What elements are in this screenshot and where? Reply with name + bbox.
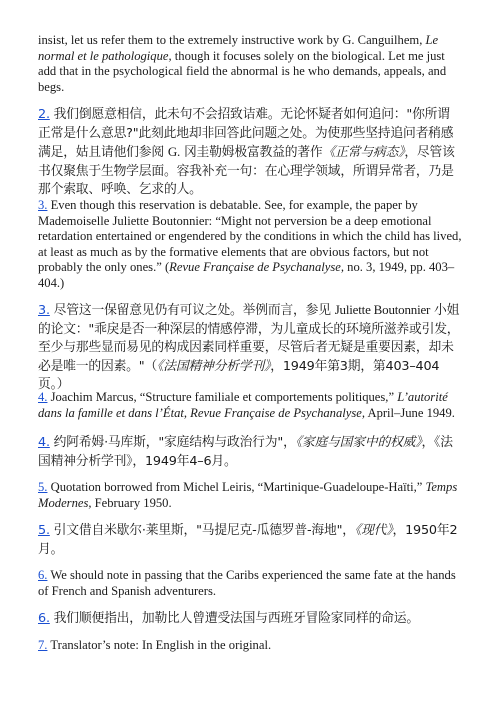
- text-run: Even though this reservation is debatable. See, for example, the paper by Mademoiselle Juliette Boutonnier: “Might not perversion be a deep emotional retardation entertained or engendered by the conditions in which the child has lived, at least as much as by the formative elements that are obvious factors, but not probably the only ones.” (: [38, 198, 462, 275]
- footnote-7-en: [38, 638, 271, 654]
- footnote-number-link[interactable]: 6.: [38, 568, 48, 582]
- footnote-6-zh: [38, 610, 419, 629]
- italic-title: 《法国精神分析学刊》: [157, 358, 271, 374]
- text-run: ，1949年第3期，第403–404页。）: [38, 358, 440, 392]
- footnote-2-zh: [38, 106, 462, 200]
- footnote-5-zh: [38, 522, 462, 559]
- text-run: 引文借自米歇尔·莱里斯，"马提尼克-瓜德罗普-海地"，: [49, 523, 355, 538]
- italic-title: Revue Française de Psychanalyse,: [169, 260, 344, 275]
- footnote-continuation-en: [38, 33, 462, 95]
- text-run: We should note in passing that the Caribs experienced the same fate at the hands of French and Spanish adventurers.: [38, 568, 456, 598]
- text-run: Joachim Marcus, “Structure familiale et comportements politiques,”: [47, 390, 398, 404]
- text-run: 约阿希姆·马库斯，"家庭结构与政治行为"，: [49, 435, 296, 450]
- footnote-number-link[interactable]: 3.: [38, 303, 50, 318]
- footnote-3-en: [38, 198, 462, 292]
- footnote-number-link[interactable]: 4.: [38, 435, 50, 450]
- footnote-5-en: [38, 480, 462, 511]
- text-run: April–June 1949.: [365, 405, 455, 420]
- italic-title: 《家庭与国家中的权威》: [295, 435, 422, 450]
- text-run: G.: [167, 144, 181, 159]
- text-run: ，尽管该书仅聚焦于生物学层面。容我补充一句：在心理学领域，所谓异常者，乃是那个索取、呼唤、乞求的人。: [38, 145, 455, 197]
- footnote-number-link[interactable]: 7.: [38, 638, 48, 652]
- italic-title: 《正常与病态》: [322, 145, 405, 160]
- text-run: 小姐的论文："乖戾是否一种深层的情感停滞，为儿童成长的环境所滋养或引发，至少与那些显而易见的构成因素同样重要，尽管后者无疑是重要因素，却未必是唯一的因素。"（: [38, 303, 460, 374]
- text-run: Quotation borrowed from Michel Leiris, “Martinique-Guadeloupe-Haïti,”: [47, 480, 426, 494]
- italic-title: Temps Modernes,: [38, 480, 458, 510]
- footnote-number-link[interactable]: 2.: [38, 107, 50, 122]
- text-run: 冈圭勒姆极富教益的著作: [180, 145, 323, 160]
- text-run: ，《法国精神分析学刊》，1949年4–6月。: [38, 435, 453, 469]
- text-run: Juliette Boutonnier: [334, 302, 431, 317]
- text-run: 我们顺便指出，加勒比人曾遭受法国与西班牙冒险家同样的命运。: [49, 611, 419, 626]
- text-run: 我们倒愿意相信，此未句不会招致诘难。无论怀疑者如何追问："你所谓正常是什么意思?"此刻此地却非回答此问题之处。为使那些坚持追问者稍感满足，姑且请他们参阅: [38, 107, 454, 160]
- text-run: no. 3, 1949, pp. 403–404.): [38, 260, 455, 290]
- italic-title: L’autorité dans la famille et dans l’État, Revue Française de Psychanalyse,: [38, 390, 448, 420]
- footnote-number-link[interactable]: 3.: [38, 198, 48, 212]
- text-run: February 1950.: [91, 495, 172, 510]
- footnote-4-zh: [38, 434, 462, 471]
- footnote-number-link[interactable]: 4.: [38, 390, 48, 404]
- text-run: 尽管这一保留意见仍有可议之处。举例而言，参见: [49, 303, 335, 318]
- footnote-6-en: [38, 568, 462, 599]
- footnote-number-link[interactable]: 6.: [38, 611, 50, 626]
- footnote-3-zh: [38, 301, 462, 395]
- italic-title: Le normal et le pathologique,: [38, 33, 439, 63]
- footnote-number-link[interactable]: 5.: [38, 523, 50, 538]
- footnote-4-en: [38, 390, 462, 421]
- footnote-number-link[interactable]: 5.: [38, 480, 48, 494]
- text-run: ，1950年2月。: [38, 523, 458, 557]
- text-run: though it focuses solely on the biological. Let me just add that in the psychological field the abnormal is he who demands, appeals, and begs.: [38, 48, 447, 94]
- text-run: Translator’s note: In English in the original.: [47, 638, 272, 652]
- text-run: insist, let us refer them to the extremely instructive work by G. Canguilhem,: [38, 33, 426, 47]
- italic-title: 《现代》: [354, 523, 393, 538]
